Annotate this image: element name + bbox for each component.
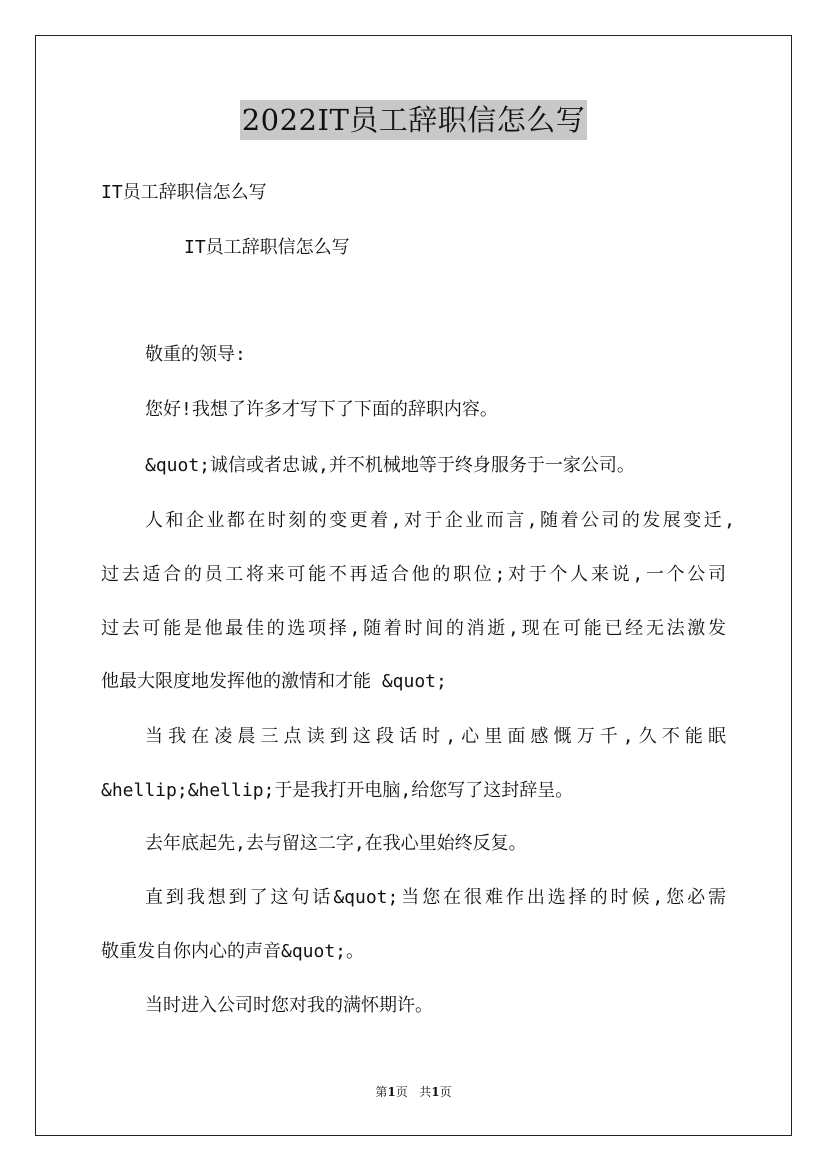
paragraph-line: 当时进入公司时您对我的满怀期许。 [145, 995, 433, 1016]
page-footer [0, 1084, 827, 1100]
title-container [0, 100, 827, 140]
document-title: 2022IT员工辞职信怎么写 [240, 100, 588, 140]
paragraph-line: 过去适合的员工将来可能不再适合他的职位;对于个人来说,一个公司 [101, 564, 726, 585]
total-pages: 1 [431, 1085, 440, 1099]
document-subtitle: IT员工辞职信怎么写 [101, 182, 267, 203]
total-label-suffix: 页 [439, 1085, 452, 1099]
page-label-suffix: 页 [395, 1085, 408, 1099]
paragraph-line: 去年底起先,去与留这二字,在我心里始终反复。 [145, 833, 527, 854]
paragraph-line: 您好!我想了许多才写下了下面的辞职内容。 [145, 399, 498, 420]
paragraph-line: 直到我想到了这句话&quot;当您在很难作出选择的时候,您必需 [145, 887, 726, 908]
paragraph-line: 过去可能是他最佳的选项择,随着时间的消逝,现在可能已经无法激发 [101, 618, 726, 639]
paragraph-line: &hellip;&hellip;于是我打开电脑,给您写了这封辞呈。 [101, 780, 574, 801]
paragraph-line: &quot;诚信或者忠诚,并不机械地等于终身服务于一家公司。 [145, 455, 635, 476]
document-subtitle-indented: IT员工辞职信怎么写 [184, 237, 350, 258]
salutation: 敬重的领导: [145, 344, 246, 365]
paragraph-line: 敬重发自你内心的声音&quot;。 [101, 941, 365, 962]
page-label-prefix: 第 [375, 1085, 388, 1099]
paragraph-line: 他最大限度地发挥他的激情和才能 &quot; [101, 671, 447, 692]
paragraph-line: 当我在凌晨三点读到这段话时,心里面感慨万千,久不能眠 [145, 726, 726, 747]
page-number: 1 [387, 1085, 396, 1099]
total-label-prefix: 共 [419, 1085, 432, 1099]
paragraph-line: 人和企业都在时刻的变更着,对于企业而言,随着公司的发展变迁, [145, 510, 735, 531]
